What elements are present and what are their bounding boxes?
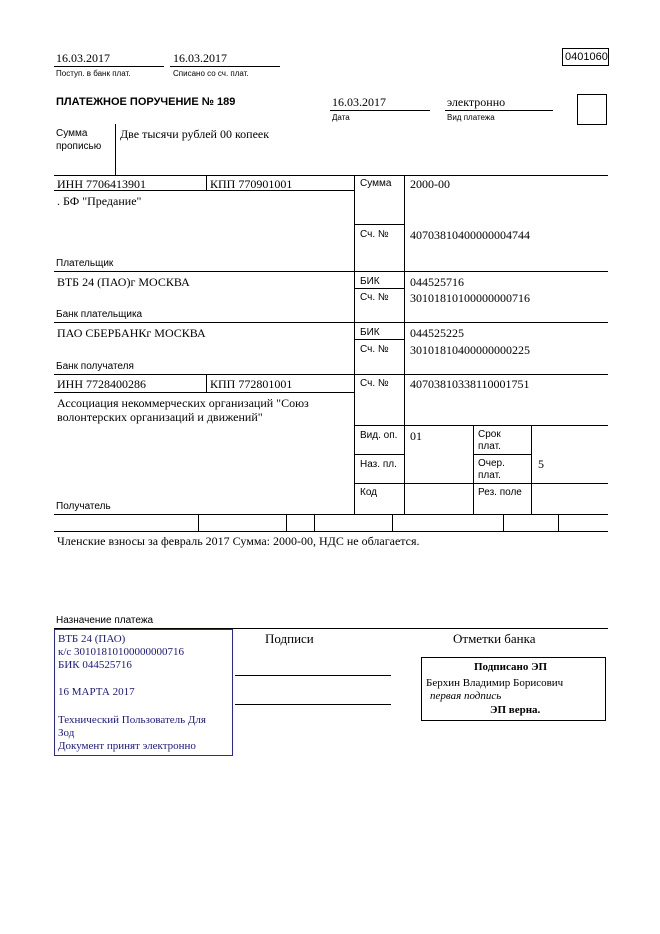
- order-value: 5: [538, 457, 544, 471]
- grid-line-codes-mid2: [354, 483, 608, 484]
- code-label: Код: [360, 487, 378, 498]
- grid-line-bik2-bottom: [354, 339, 404, 340]
- payer-inn: ИНН 7706413901: [57, 177, 146, 191]
- payer-bank-account: 30101810100000000716: [410, 291, 530, 305]
- payer-bank-name: ВТБ 24 (ПАО)г МОСКВА: [57, 275, 190, 289]
- bank-stamp-line2: к/с 30101810100000000716: [58, 646, 185, 658]
- grid-line-codes-mid1b: [473, 454, 531, 455]
- received-date: 16.03.2017: [56, 51, 110, 65]
- debited-date-label: Списано со сч. плат.: [173, 69, 249, 78]
- grid-col-codes-1: [473, 425, 474, 514]
- recipient-name-1: Ассоциация некоммерческих организаций "Союз: [57, 396, 309, 410]
- grid-col-labels-left: [354, 175, 355, 514]
- grid-line-payer-bank-bottom: [54, 322, 608, 323]
- recipient-bank-account: 30101810400000000225: [410, 343, 530, 357]
- grid-col-inn-kpp-2: [206, 374, 207, 392]
- debited-date-line: [170, 66, 280, 67]
- bank-stamp-line7: Документ принят электронно: [58, 740, 196, 752]
- e-signature-role: первая подпись: [430, 690, 502, 702]
- tax-field-divider-3: [314, 514, 315, 531]
- payment-type: электронно: [447, 95, 506, 109]
- recipient-bank-bik-label: БИК: [360, 327, 380, 338]
- signature-line-1: [235, 675, 391, 676]
- signatures-label: Подписи: [265, 631, 314, 646]
- bank-stamp-line5: Технический Пользователь Для: [58, 714, 206, 726]
- recipient-account: 40703810338110001751: [410, 377, 530, 391]
- grid-col-inn-kpp-1: [206, 175, 207, 190]
- payer-bank-account-label: Сч. №: [360, 292, 389, 303]
- bank-stamp-line3: БИК 044525716: [58, 659, 132, 671]
- payer-bank-bik: 044525716: [410, 275, 464, 289]
- bank-stamp-date: 16 МАРТА 2017: [58, 686, 135, 698]
- purpose-code-label: Наз. пл.: [360, 459, 397, 470]
- recipient-inn: ИНН 7728400286: [57, 377, 146, 391]
- order-label-2: плат.: [478, 470, 501, 481]
- grid-line-top: [54, 175, 608, 176]
- signature-line-2: [235, 704, 391, 705]
- amount-label: Сумма: [360, 178, 392, 189]
- recipient-bank-bik: 044525225: [410, 326, 464, 340]
- payment-type-label: Вид платежа: [447, 113, 495, 122]
- grid-line-tax-bottom: [54, 531, 608, 532]
- term-label-2: плат.: [478, 441, 501, 452]
- amount-words-label-1: Сумма: [56, 128, 88, 139]
- recipient-label: Получатель: [56, 501, 111, 512]
- amount-value: 2000-00: [410, 177, 450, 191]
- tax-field-divider-4: [392, 514, 393, 531]
- document-title: ПЛАТЕЖНОЕ ПОРУЧЕНИЕ № 189: [56, 96, 236, 108]
- payment-purpose: Членские взносы за февраль 2017 Сумма: 2000-00, НДС не облагается.: [57, 534, 420, 548]
- op-type: 01: [410, 429, 422, 443]
- order-date-line: [330, 110, 430, 111]
- form-code: 0401060: [565, 51, 608, 63]
- received-date-line: [54, 66, 164, 67]
- op-type-label: Вид. оп.: [360, 430, 398, 441]
- grid-line-amount-bottom: [354, 224, 404, 225]
- payer-label: Плательщик: [56, 258, 114, 269]
- recipient-bank-name: ПАО СБЕРБАНКг МОСКВА: [57, 326, 206, 340]
- payer-account: 40703810400000004744: [410, 228, 530, 242]
- payer-account-label: Сч. №: [360, 229, 389, 240]
- bank-marks-label: Отметки банка: [453, 631, 536, 646]
- payer-kpp: КПП 770901001: [210, 177, 293, 191]
- e-signature-signer: Берхин Владимир Борисович: [426, 677, 564, 689]
- payer-name: . БФ "Предание": [57, 194, 142, 208]
- amount-words-divider: [115, 124, 116, 175]
- grid-line-inn2: [54, 392, 354, 393]
- grid-line-codes-mid1: [354, 454, 404, 455]
- bank-stamp-line1: ВТБ 24 (ПАО): [58, 633, 126, 645]
- received-date-label: Поступ. в банк плат.: [56, 69, 131, 78]
- recipient-kpp: КПП 772801001: [210, 377, 293, 391]
- payer-bank-label: Банк плательщика: [56, 309, 143, 320]
- recipient-bank-label: Банк получателя: [56, 361, 134, 372]
- order-label-1: Очер.: [478, 458, 505, 469]
- order-date-label: Дата: [332, 113, 350, 122]
- tax-field-divider-5: [503, 514, 504, 531]
- tax-field-divider-6: [558, 514, 559, 531]
- payment-purpose-label: Назначение платежа: [56, 615, 154, 626]
- bank-stamp: [54, 629, 233, 756]
- recipient-account-label: Сч. №: [360, 378, 389, 389]
- grid-line-codes-top: [354, 425, 608, 426]
- e-signature-title: Подписано ЭП: [474, 661, 548, 673]
- grid-line-recipient-bank-bottom: [54, 374, 608, 375]
- amount-words-label-2: прописью: [56, 141, 102, 152]
- recipient-name-2: волонтерских организаций и движений": [57, 410, 263, 424]
- term-label-1: Срок: [478, 429, 501, 440]
- grid-line-payer-bottom: [54, 271, 608, 272]
- amount-words: Две тысячи рублей 00 копеек: [120, 127, 270, 141]
- grid-line-bik1-bottom: [354, 288, 404, 289]
- grid-col-labels-right: [404, 175, 405, 514]
- grid-col-codes-2: [531, 425, 532, 514]
- payer-bank-bik-label: БИК: [360, 276, 380, 287]
- tax-field-divider-2: [286, 514, 287, 531]
- status-box: [577, 94, 607, 125]
- tax-field-divider-1: [198, 514, 199, 531]
- order-date: 16.03.2017: [332, 95, 386, 109]
- recipient-bank-account-label: Сч. №: [360, 344, 389, 355]
- reserve-label: Рез. поле: [478, 487, 522, 498]
- debited-date: 16.03.2017: [173, 51, 227, 65]
- grid-line-recipient-bottom: [54, 514, 608, 515]
- e-signature-status: ЭП верна.: [490, 704, 541, 716]
- payment-type-line: [445, 110, 553, 111]
- bank-stamp-line6: Зод: [58, 727, 75, 739]
